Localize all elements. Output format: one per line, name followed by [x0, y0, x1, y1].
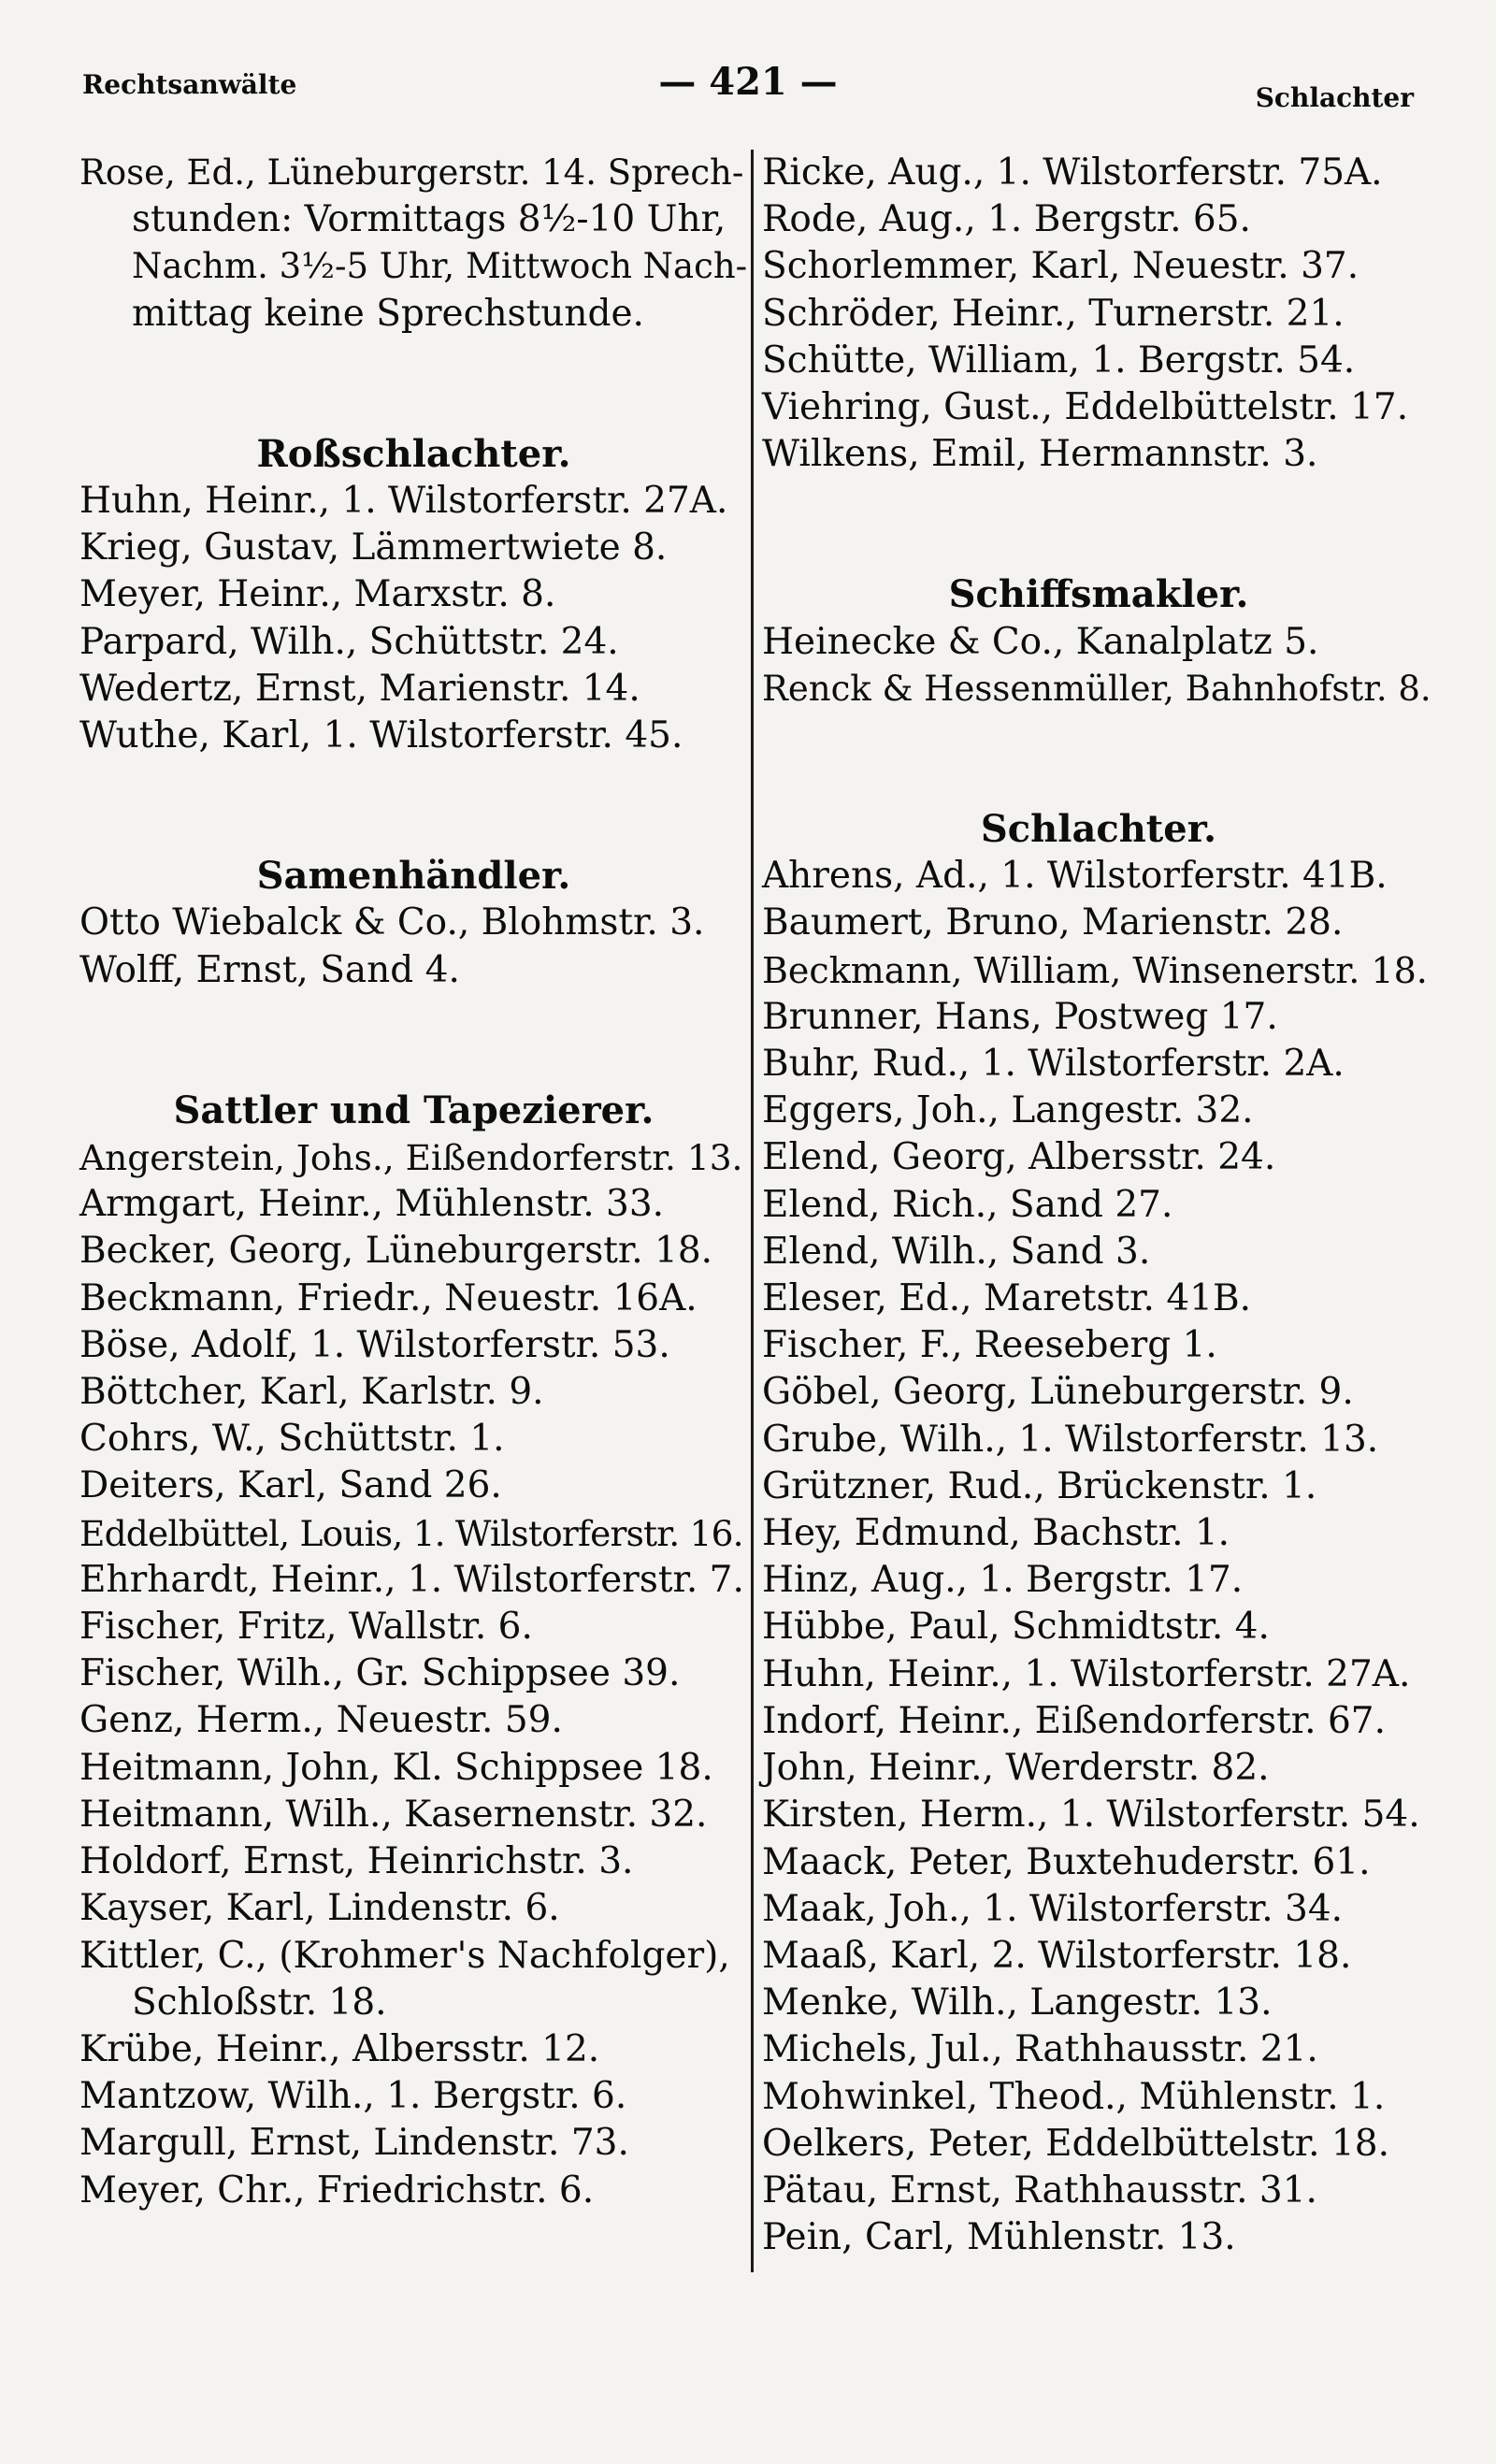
list-item: Mantzow, Wilh., 1. Bergstr. 6. — [79, 2075, 627, 2118]
entry-line: Rose, Ed., Lüneburgerstr. 14. Sprech- — [79, 152, 744, 193]
section-heading: Samenhändler. — [256, 854, 571, 899]
list-item: Eggers, Joh., Langestr. 32. — [762, 1089, 1254, 1132]
section-heading: Sattler und Tapezierer. — [173, 1088, 654, 1132]
running-head-right: Schlachter — [1255, 82, 1414, 113]
list-item: Maaß, Karl, 2. Wilstorferstr. 18. — [762, 1934, 1352, 1977]
left-column — [79, 150, 748, 2214]
list-item: Wilkens, Emil, Hermannstr. 3. — [762, 433, 1318, 476]
list-item: Elend, Georg, Albersstr. 24. — [762, 1136, 1276, 1179]
list-item: Ehrhardt, Heinr., 1. Wilstorferstr. 7. — [79, 1558, 744, 1601]
entry-line: mittag keine Sprechstunde. — [132, 292, 644, 335]
list-item: Kayser, Karl, Lindenstr. 6. — [79, 1887, 560, 1930]
list-item: Schütte, William, 1. Bergstr. 54. — [762, 339, 1356, 382]
list-item: Eddelbüttel, Louis, 1. Wilstorferstr. 16. — [79, 1512, 743, 1554]
list-item: Buhr, Rud., 1. Wilstorferstr. 2A. — [762, 1043, 1345, 1086]
list-item: Michels, Jul., Rathhausstr. 21. — [762, 2028, 1318, 2071]
list-item: Heitmann, John, Kl. Schippsee 18. — [79, 1746, 713, 1789]
list-item: Wedertz, Ernst, Marienstr. 14. — [79, 667, 640, 710]
section-heading: Schlachter. — [980, 807, 1217, 852]
list-item: Göbel, Georg, Lüneburgerstr. 9. — [762, 1371, 1354, 1414]
list-item: Elend, Wilh., Sand 3. — [762, 1230, 1151, 1273]
list-item-continuation: Schloßstr. 18. — [132, 1981, 387, 2024]
list-item: Meyer, Heinr., Marxstr. 8. — [79, 573, 556, 616]
column-divider — [751, 150, 754, 2272]
list-item: Grube, Wilh., 1. Wilstorferstr. 13. — [762, 1418, 1379, 1461]
list-item: Beckmann, William, Winsenerstr. 18. — [762, 949, 1428, 991]
list-item: Holdorf, Ernst, Heinrichstr. 3. — [79, 1840, 634, 1883]
list-item: Maak, Joh., 1. Wilstorferstr. 34. — [762, 1887, 1344, 1930]
list-item: Baumert, Bruno, Marienstr. 28. — [762, 901, 1344, 944]
list-item: Krübe, Heinr., Albersstr. 12. — [79, 2027, 600, 2070]
list-item: Genz, Herm., Neuestr. 59. — [79, 1699, 563, 1742]
list-item: Wolff, Ernst, Sand 4. — [79, 948, 460, 991]
list-item: Renck & Hessenmüller, Bahnhofstr. 8. — [762, 668, 1431, 709]
list-item: Hey, Edmund, Bachstr. 1. — [762, 1512, 1230, 1555]
section-heading: Roßschlachter. — [256, 431, 571, 476]
list-item: Rode, Aug., 1. Bergstr. 65. — [762, 198, 1251, 241]
list-item: Armgart, Heinr., Mühlenstr. 33. — [79, 1183, 665, 1226]
list-item: Eleser, Ed., Maretstr. 41B. — [762, 1277, 1251, 1320]
right-column — [762, 150, 1435, 2261]
list-item: Krieg, Gustav, Lämmertwiete 8. — [79, 526, 668, 569]
list-item: Hübbe, Paul, Schmidtstr. 4. — [762, 1606, 1270, 1649]
list-item: Becker, Georg, Lüneburgerstr. 18. — [79, 1230, 713, 1273]
list-item: Schorlemmer, Karl, Neuestr. 37. — [762, 245, 1359, 288]
list-item: Mohwinkel, Theod., Mühlenstr. 1. — [762, 2075, 1386, 2118]
list-item: Huhn, Heinr., 1. Wilstorferstr. 27A. — [762, 1652, 1411, 1695]
list-item: Deiters, Karl, Sand 26. — [79, 1464, 502, 1507]
list-item: Cohrs, W., Schüttstr. 1. — [79, 1418, 505, 1461]
list-item: Menke, Wilh., Langestr. 13. — [762, 1981, 1273, 2025]
section-heading: Schiffsmakler. — [948, 572, 1249, 617]
list-item: Angerstein, Johs., Eißendorferstr. 13. — [79, 1137, 743, 1179]
list-item: Oelkers, Peter, Eddelbüttelstr. 18. — [762, 2122, 1389, 2165]
list-item: Beckmann, Friedr., Neuestr. 16A. — [79, 1276, 698, 1319]
list-item: Hinz, Aug., 1. Bergstr. 17. — [762, 1559, 1244, 1602]
list-item: Fischer, Wilh., Gr. Schippsee 39. — [79, 1652, 681, 1695]
list-item: Maack, Peter, Buxtehuderstr. 61. — [762, 1840, 1371, 1883]
list-item: Meyer, Chr., Friedrichstr. 6. — [79, 2169, 595, 2212]
list-item: Viehring, Gust., Eddelbüttelstr. 17. — [762, 386, 1409, 429]
running-head-left: Rechtsanwälte — [82, 69, 297, 100]
list-item: Heitmann, Wilh., Kasernenstr. 32. — [79, 1793, 708, 1836]
list-item: Kittler, C., (Krohmer's Nachfolger), — [79, 1934, 730, 1977]
list-item: Ahrens, Ad., 1. Wilstorferstr. 41B. — [762, 855, 1388, 898]
list-item: Pätau, Ernst, Rathhausstr. 31. — [762, 2169, 1317, 2212]
running-head — [82, 60, 1414, 113]
list-item: Fischer, F., Reeseberg 1. — [762, 1324, 1217, 1367]
entry-line: stunden: Vormittags 8½-10 Uhr, — [132, 198, 726, 241]
list-item: Kirsten, Herm., 1. Wilstorferstr. 54. — [762, 1794, 1420, 1837]
list-item: Huhn, Heinr., 1. Wilstorferstr. 27A. — [79, 480, 728, 523]
list-item: Schröder, Heinr., Turnerstr. 21. — [762, 292, 1345, 335]
list-item: Margull, Ernst, Lindenstr. 73. — [79, 2122, 629, 2165]
list-item: Böse, Adolf, 1. Wilstorferstr. 53. — [79, 1323, 670, 1366]
list-item: Böttcher, Karl, Karlstr. 9. — [79, 1371, 544, 1414]
list-item: Indorf, Heinr., Eißendorferstr. 67. — [762, 1699, 1386, 1742]
list-item: Pein, Carl, Mühlenstr. 13. — [762, 2216, 1236, 2259]
list-item: Grützner, Rud., Brückenstr. 1. — [762, 1464, 1317, 1507]
entry-line: Nachm. 3½-5 Uhr, Mittwoch Nach- — [132, 246, 748, 287]
list-item: Fischer, Fritz, Wallstr. 6. — [79, 1606, 533, 1649]
list-item: John, Heinr., Werderstr. 82. — [762, 1747, 1270, 1790]
list-item: Wuthe, Karl, 1. Wilstorferstr. 45. — [79, 714, 683, 757]
list-item: Ricke, Aug., 1. Wilstorferstr. 75A. — [762, 151, 1383, 194]
list-item: Brunner, Hans, Postweg 17. — [762, 995, 1278, 1038]
page-number: — 421 — — [658, 60, 838, 104]
list-item: Parpard, Wilh., Schüttstr. 24. — [79, 620, 619, 663]
list-item: Elend, Rich., Sand 27. — [762, 1183, 1173, 1226]
list-item: Otto Wiebalck & Co., Blohmstr. 3. — [79, 901, 705, 944]
list-item: Heinecke & Co., Kanalplatz 5. — [762, 620, 1319, 663]
